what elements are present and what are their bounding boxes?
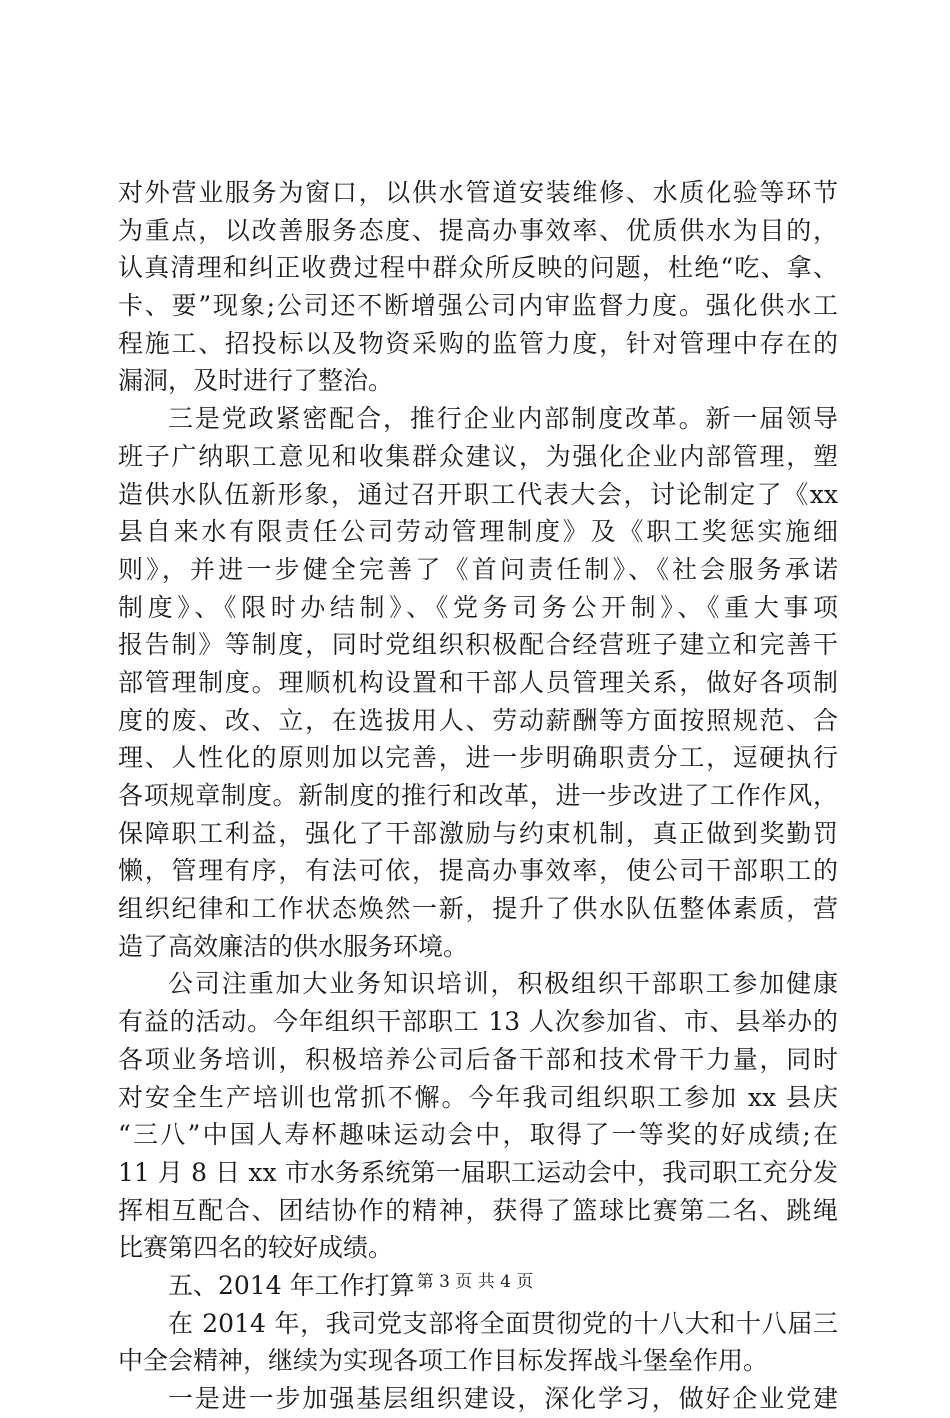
text-line: 各项业务培训，积极培养公司后备干部和技术骨干力量，同时 <box>118 1044 838 1074</box>
text-line: 度的废、改、立，在选拔用人、劳动薪酬等方面按照规范、合 <box>118 705 838 735</box>
text-line: 各项规章制度。新制度的推行和改革，进一步改进了工作作风， <box>118 781 838 810</box>
text-line: 公司注重加大业务知识培训，积极组织干部职工参加健康 <box>168 969 838 999</box>
text-line: 县自来水有限责任公司劳动管理制度》及《职工奖惩实施细 <box>118 517 838 547</box>
text-line: 中全会精神，继续为实现各项工作目标发挥战斗堡垒作用。 <box>118 1346 769 1376</box>
text-line: 则》，并进一步健全完善了《首问责任制》、《社会服务承诺 <box>118 554 838 584</box>
text-line: 三是党政紧密配合，推行企业内部制度改革。新一届领导 <box>168 404 838 434</box>
page-footer: 第 3 页 共 4 页 <box>416 1272 534 1292</box>
text-line: 为重点，以改善服务态度、提高办事效率、优质供水为目的， <box>118 215 838 245</box>
text-line: 理、人性化的原则加以完善，进一步明确职责分工，逗硬执行 <box>118 743 838 773</box>
text-line: 程施工、招投标以及物资采购的监管力度，针对管理中存在的 <box>118 328 838 358</box>
text-line: 造了高效廉洁的供水服务环境。 <box>118 931 469 961</box>
text-line: “三八”中国人寿杯趣味运动会中，取得了一等奖的好成绩;在 <box>118 1120 838 1150</box>
document-body <box>118 174 838 1418</box>
text-line: 有益的活动。今年组织干部职工 13 人次参加省、市、县举办的 <box>118 1007 838 1037</box>
text-line: 班子广纳职工意见和收集群众建议，为强化企业内部管理，塑 <box>118 441 838 471</box>
text-line: 一是进一步加强基层组织建设，深化学习，做好企业党建 <box>168 1384 838 1413</box>
text-line: 组织纪律和工作状态焕然一新，提升了供水队伍整体素质，营 <box>118 894 838 924</box>
text-line: 造供水队伍新形象，通过召开职工代表大会，讨论制定了《xx <box>118 479 838 509</box>
text-line: 报告制》等制度，同时党组织积极配合经营班子建立和完善干 <box>118 630 838 660</box>
text-line: 卡、要”现象;公司还不断增强公司内审监督力度。强化供水工 <box>118 291 838 321</box>
text-line: 懒，管理有序，有法可依，提高办事效率，使公司干部职工的 <box>118 856 838 886</box>
text-line: 对安全生产培训也常抓不懈。今年我司组织职工参加 xx 县庆 <box>118 1082 838 1112</box>
text-line: 对外营业服务为窗口，以供水管道安装维修、水质化验等环节 <box>118 178 838 207</box>
text-line: 保障职工利益，强化了干部激励与约束机制，真正做到奖勤罚 <box>118 818 838 848</box>
text-line: 在 2014 年，我司党支部将全面贯彻党的十八大和十八届三 <box>168 1308 838 1338</box>
text-line: 比赛第四名的较好成绩。 <box>118 1233 394 1263</box>
text-line: 挥相互配合、团结协作的精神，获得了篮球比赛第二名、跳绳 <box>118 1195 838 1225</box>
text-line: 11 月 8 日 xx 市水务系统第一届职工运动会中，我司职工充分发 <box>118 1157 838 1187</box>
text-line: 漏洞，及时进行了整治。 <box>118 366 394 396</box>
text-line: 认真清理和纠正收费过程中群众所反映的问题，杜绝“吃、拿、 <box>118 253 838 283</box>
text-line: 制度》、《限时办结制》、《党务司务公开制》、《重大事项 <box>118 592 838 622</box>
text-line: 五、2014 年工作打算 <box>168 1270 415 1300</box>
text-line: 部管理制度。理顺机构设置和干部人员管理关系，做好各项制 <box>118 667 838 697</box>
